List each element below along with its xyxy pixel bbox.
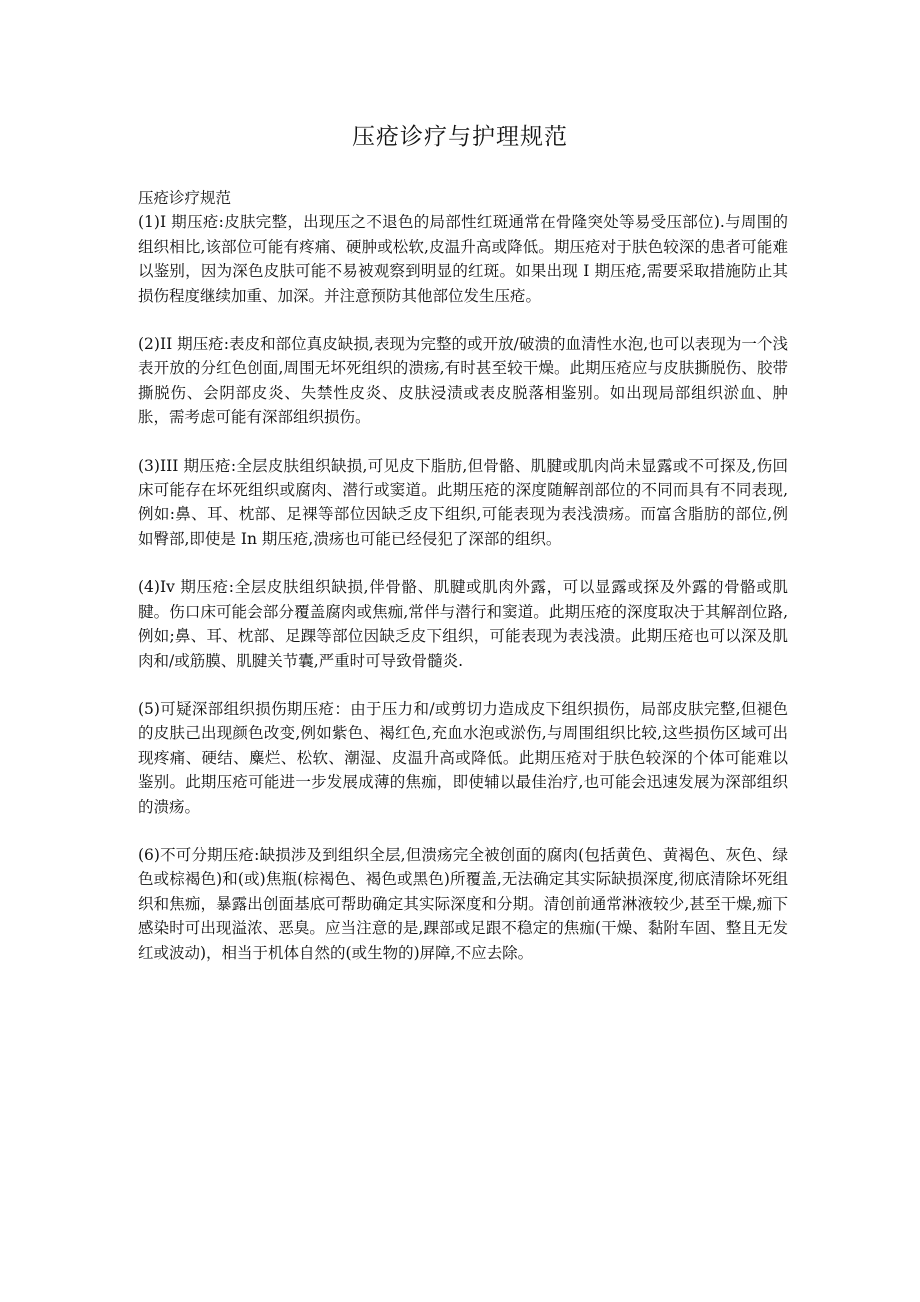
paragraph-unstageable: (6)不可分期压疮:缺损涉及到组织全层,但溃疡完全被创面的腐肉(包括黄色、黄褐色、灰色、绿色或棕褐色)和(或)焦瓶(棕褐色、褐色或黑色)所覆盖,无法确定其实际缺损深度,彻底清除坏死组织和焦痂，暴露出创面基底可帮助确定其实际深度和分期。清创前通常淋液较少,甚至干燥,痂下感染时可出现溢浓、恶臭。应当注意的是,踝部或足跟不稳定的焦痂(干燥、黏附车固、整且无发红或波动)，相当于机体自然的(或生物的)屏障,不应去除。 xyxy=(138,845,788,962)
paragraph-stage-3: (3)III 期压疮:全层皮肤组织缺损,可见皮下脂肪,但骨骼、肌腱或肌肉尚未显露或不可探及,伤回床可能存在坏死组织或腐肉、潜行或窦道。此期压疮的深度随解剖部位的不同而具有不同表现,例如:鼻、耳、枕部、足裸等部位因缺乏皮下组织,可能表现为表浅溃疡。而富含脂肪的部位,例如臀部,即使是 In 期压疮,溃疡也可能已经侵犯了深部的组织。 xyxy=(138,456,788,548)
paragraph-stage-2: (2)II 期压疮:表皮和部位真皮缺损,表现为完整的或开放/破溃的血清性水泡,也可以表现为一个浅表开放的分红色创面,周围无坏死组织的溃疡,有时甚至较干燥。此期压疮应与皮肤撕脱伤、胶带撕脱伤、会阴部皮炎、失禁性皮炎、皮肤浸渍或表皮脱落相鉴别。如出现局部组织淤血、肿胀，需考虑可能有深部组织损伤。 xyxy=(138,335,788,427)
document-title: 压疮诊疗与护理规范 xyxy=(352,124,568,150)
document-body xyxy=(138,186,788,989)
section-heading: 压疮诊疗规范 xyxy=(138,189,232,207)
paragraph-deep-tissue-injury: (5)可疑深部组织损伤期压疮：由于压力和/或剪切力造成皮下组织损伤，局部皮肤完整,但褪色的皮肤己出现颜色改变,例如紫色、褐红色,充血水泡或淤伤,与周围组织比较,这些损伤区域可出现疼痛、硬结、麋烂、松软、潮湿、皮温升高或降低。此期压疮对于肤色较深的个体可能难以鉴别。此期压疮可能进一步发展成薄的焦痂，即使辅以最佳治疗,也可能会迅速发展为深部组织的溃疡。 xyxy=(138,699,788,816)
paragraph-stage-1: (1)I 期压疮:皮肤完整，出现压之不退色的局部性红斑通常在骨隆突处等易受压部位).与周围的组织相比,该部位可能有疼痛、硬肿或松软,皮温升高或降低。期压疮对于肤色较深的患者可能难以鉴别，因为深色皮肤可能不易被观察到明显的红斑。如果出现 I 期压疮,需要采取措施防止其损伤程度继续加重、加深。并注意预防其他部位发生压疮。 xyxy=(138,213,788,305)
paragraph-stage-4: (4)Iv 期压疮:全层皮肤组织缺损,伴骨骼、肌腱或肌肉外露，可以显露或探及外露的骨骼或肌腱。伤口床可能会部分覆盖腐肉或焦痂,常伴与潜行和窦道。此期压疮的深度取决于其解剖位路,例如;鼻、耳、枕部、足踝等部位因缺乏皮下组织，可能表现为表浅溃。此期压疮也可以深及肌肉和/或筋膜、肌腱关节囊,严重时可导致骨髓炎. xyxy=(138,578,788,670)
